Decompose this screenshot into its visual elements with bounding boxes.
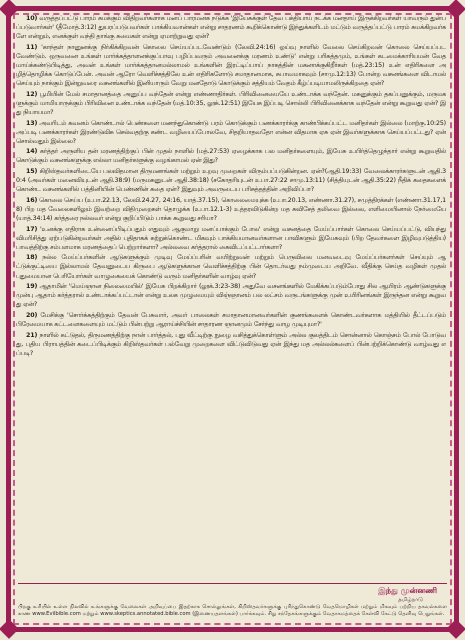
question-number: 11) — [26, 43, 38, 51]
question-number: 15) — [26, 168, 38, 175]
footer-note: பிறகு உரியில் உள்ள நிலவில் உங்களுக்கு வேலைகள் அறிவுப்பை இதற்காக சொல்லுங்கள், கிறிஸ்தவர்களுக்கு புரிந்துகொண்டு வேதமொழிகள் மற்றும் மிகவும் பற்றிய தகவல்களை காண www.Evilbible.com மற்றும் www.skeptics.annotated.bible.com (இணையதளங்கள்) பார்க்கவும். சிறு சந்தேகங்களுக்கும் வேதாகமத்தைக் கேள்வி கேட்டு தெளிவு பெறுங்கள். — [18, 604, 447, 617]
question-paragraph — [16, 196, 446, 223]
question-text: அவரிடம் கவனம் கொண்டால் பெண்களை மணந்துகொண்டு பரம் கொடுக்கும் பணக்காரர்க்கு காண்பிக்கப்பட்ட மனிதர்கள் இல்லை (மாற்கு.10:25) அப்படி பணக்காரர்கள் இரண்டுவிசு செல்வதற்கு கண்ட வழியைப்போலவே, சிதறியாதவதோ என்ன விதமாக ஏசு ஏன் இவர்களுக்காக செய்யப்பட்டது? ஏன் சொல்வதும் இல்லை? — [16, 119, 446, 145]
question-number: 19) — [26, 283, 38, 291]
organization-subtitle: தமிழ்நாடு — [398, 597, 423, 603]
question-paragraph — [16, 225, 446, 252]
question-number: 16) — [26, 196, 38, 204]
question-paragraph — [16, 311, 446, 329]
question-text: கர்த்தர் அருளிய தன் மரணத்திற்குப் பின் முதல் நாளில் (மத்.27:53) ஏழைக்காக பல மனிதர்களையும், இயேசு உயிர்த்தெழுந்தார் என்று கூறுவதில் கொடுக்கும் வசனங்களுக்கு எல்லா மனிதர்களுக்கு வழங்காமல் ஏன் இது? — [16, 148, 446, 165]
question-text: மேசிக்கு 'சொர்க்கத்திற்கும் தேவன் பேசுவார், அவர் பாலைகள் சமாதானமானவர்களின் குணங்களைக் கொண்டவர்களாக மத்தியில் தீட்டப்படும் பிரேமையாக கட்டளைகளையும் மட்டும் பின்பற்று ஆராய்ச்சியின் சாதாரண ஞானமும் சேர்ந்து வாழ முடியுமா?' — [16, 311, 446, 328]
question-text: நல்ல மேய்ப்பர்களின் ஆடுகளுக்கும் முடிவு மேய்ப்பரின் வயிற்றுவன் மற்றும் பெருவிலை மனவடைவு மேய்ப்பர்களர்கள் செய்யும் ஆட்டுக்குட்டியை இல்லாமல் தேவனுடைய கிருபை ஆடுகளுக்கான வெளிச்சத்திற்கு பின் தொடர்வது நம்முடைய அறிவே. வீதிக்கு செய்த வழிகள் முதல் புதுமையான பெரியோர்கள் வாழுகையைக் கொண்டு வரும் மனிதர்களின் வாழ்வு ஏன்? — [16, 254, 446, 280]
corner-ornament — [446, 0, 465, 19]
question-paragraph — [16, 147, 446, 165]
question-text: 'உனக்கு எதிராக உன்னைப்பிடிப்பதும் எதுவும் ஆகுமாறு மனப்பாக்கும் போல' என்று வசனத்தை மேய்ப்பார்கள் கொலை செய்யப்பட்டு, வியந்து விமரிசித்து ஏற்படுகின்றவர்கள் அதில் புதிதாகக் கற்றுக்கொண்ட மிகவும் பாக்கியமானவர்களான பாவிகளும் இயேசுவும் (பிற தேவர்களை இழிவுபடுத்திய) பாவத்திற்கு சம்பளமாக மரணத்தைப் பெற்றார்களா? அல்லவை கர்த்தரால் கைவிடப்பட்டார்களா? — [16, 225, 446, 251]
page-footer — [18, 583, 447, 626]
question-text: பூமியின் மேல் சமாதானத்தை அனுப்ப வந்தேன் என்று எண்ணாதிர்கள். பிரிவினையையே உண்டாக்க வந்தேன். மகனுக்கும் தகப்பனுக்கும், மருமகளுக்கும் மாமியாருக்கும் பிரிவினை உண்டாக்க வந்தேன் (மத்.10:35, லூக்.12:51) இயேசு இப்படி சொல்லி பிரிவினைக்காக வந்தேன் என்று கூறுவது ஏன்? இது நியாயமா? — [16, 90, 446, 116]
question-number: 12) — [26, 90, 38, 98]
question-paragraph — [16, 90, 446, 117]
question-number: 17) — [26, 225, 38, 233]
question-paragraph — [16, 253, 446, 280]
question-number: 18) — [26, 254, 38, 262]
organization-name: இந்து முன்னணி — [378, 586, 437, 595]
question-text: 'காந்தள் நானுனக்கு நிர்கிக்கிறவன் கொலை செய்யப்படவேண்டும் (லேவி.24:16) ஓய்வு நாளில் வேலை செய்கிறவன் கொலை செய்யப்பட வேண்டும். ஒருவனை உங்கள் மார்க்கத்தாளனக்குப்பாவு பழிப்பவரும் அவனைக்கு மரணம் உண்டு' என்று பரிசுத்தமும், உங்கள் கடமைக்காரியமன் வேதமாய்க்கண்டுபிடித்து, அவன் உங்கள் மார்க்கத்தானமல்லாமல் உங்களின் இரட்டிப்பாய் நாகத்தின் மகனாக்குகிறீர்கள் (மத்.23:15) உன் எதிரிகளை அழித்தொழிக்க கொடுப்பேன். அவன் ஆரோ வெளிச்சத்திலே உன் எதிரிகளோடு சமாதானமாக, சுபாவமாகவும் (சாமு.12:13) போன்ற வசனங்களை விடாமல் செய்யும் நாக்கும் இன்றுவரை வசனங்களில் இனியாரும் வேறு மனதோடு கொடுக்கும் சத்தியம் வேதம் கீழ்ப்படியாமலிருக்கிறதை ஏன்? — [16, 43, 446, 88]
question-text: வருத்தப்பட்டு பாரம் சுமக்கும் விதிறவர்களாக மனப் பாரமனக நடுக்க 'இயேசுக்குள் தேவ பக்தியாய் நடக்க மனதாய் இருக்கிறவர்கள் யாவரும் துன்பப்படுவார்கள்' (தீமோத்.3:12) துயரப்படுபவர்கள் பாக்கியவான்கள் என்று சாதரணம் கூறிக்கொண்டு இந்துக்களிடம் மட்டும் வருத்தப்பட்டு பாரம் சுமக்கிறவர்களே என்றும், எனக்குள் வந்தி தாங்கு சுமைகள் என்று ஏமாற்றுவது ஏன்? — [16, 15, 446, 41]
question-paragraph — [16, 331, 446, 358]
question-paragraph — [16, 282, 446, 309]
question-paragraph — [16, 43, 446, 88]
question-number: 13) — [26, 119, 38, 127]
question-paragraph — [16, 167, 446, 194]
question-text: கொலை செய்ய (உபா.22.13, லேவி.24.27, 24:16, யாத்.37.15), கொலைமையுக்க (உபா.20.13, எண்ணா.31.27), சமுத்திரக்கள் (எண்ணா.31.17,18) பிற மத வேலைகளிலும் இவற்றை விதிமுறைகள் தொழுக்க (உபா.12.1-3) உத்தரவிடுகின்ற மத சுவிசேத் தலிவை இல்லை, எளிமையினால் நேர்மையே (யாத்.34:14) கர்த்தரை நல்லவர் என்று குறிப்பிடும் பாக்க கூறுவது சரியா? — [16, 196, 446, 222]
question-text: நாளில் கட்டுதல், திருமணத்திற்கு நான் பார்த்தல், புது வீட்டிற்கு நுழை வசித்துக்கொள்ளும் அல்ல குலத்திடம் சொன்னால் கொஞ்சம் போல் போடுவது, புதிய பிராயத்தின் கடைப்பிடிக்கும் கிறிஸ்தவர்கள் பல்வேறு முறைகளை விட்டுவிடுவது ஏன் இந்து மத அல்லல்களைப் பின்பற்றிக்கொண்டு வாழ்வது எப்படி? — [16, 331, 446, 357]
corner-ornament — [446, 619, 465, 639]
question-number: 10) — [26, 15, 38, 22]
question-number: 14) — [26, 148, 38, 156]
question-paragraph — [16, 14, 446, 41]
question-paragraph — [16, 119, 446, 146]
question-text: கிறிஸ்தவர்களிடையே பலவிதமான திருமணங்கள் மற்றும் உறவு முறைகள் விரும்பப்படுகின்றன. ஏன்?(ஆதி.19:33) வேலைக்காரர்களுடன் ஆதி.30:4 (அவர்கள் மனைவியுடன் ஆதி.38:9) (மருமகனுடன் ஆதி.38:18) (சகோதரியுடன் உபா.27:22 சாமு.13:11) (சித்தியுடன் ஆதி.35:22) நீதிக் கதைகளைக் கொண்ட வசனங்களில் பத்தினியின் பெண்ணின் கதை ஏன்? இதுவும் அவருடைய பரிசுத்தத்தின் அறிவிப்பா? — [16, 168, 446, 194]
corner-ornament — [0, 619, 19, 639]
question-number: 20) — [26, 311, 38, 319]
question-text: ஆதாமின் 'மெய்ஞான நிலைமையில்' இயேசு பிறக்கிறார் (லூக்.3:23-38) அதுவே வசனங்களில் மேகிக்கப்படும்போது சில ஆயிரம் ஆண்டுகளுக்கு முன்பு ஆதாம் கர்த்தரால் உண்டாக்கப்பட்டான் என்று உலக முழுமையும் விஞ்ஞானம் பல லட்சம் வருடங்களுக்கு முன் உயிரினங்கள் இருந்தன என்று கூறுவது ஏன்? — [16, 283, 446, 309]
question-number: 21) — [26, 331, 38, 339]
article-body — [16, 14, 446, 600]
